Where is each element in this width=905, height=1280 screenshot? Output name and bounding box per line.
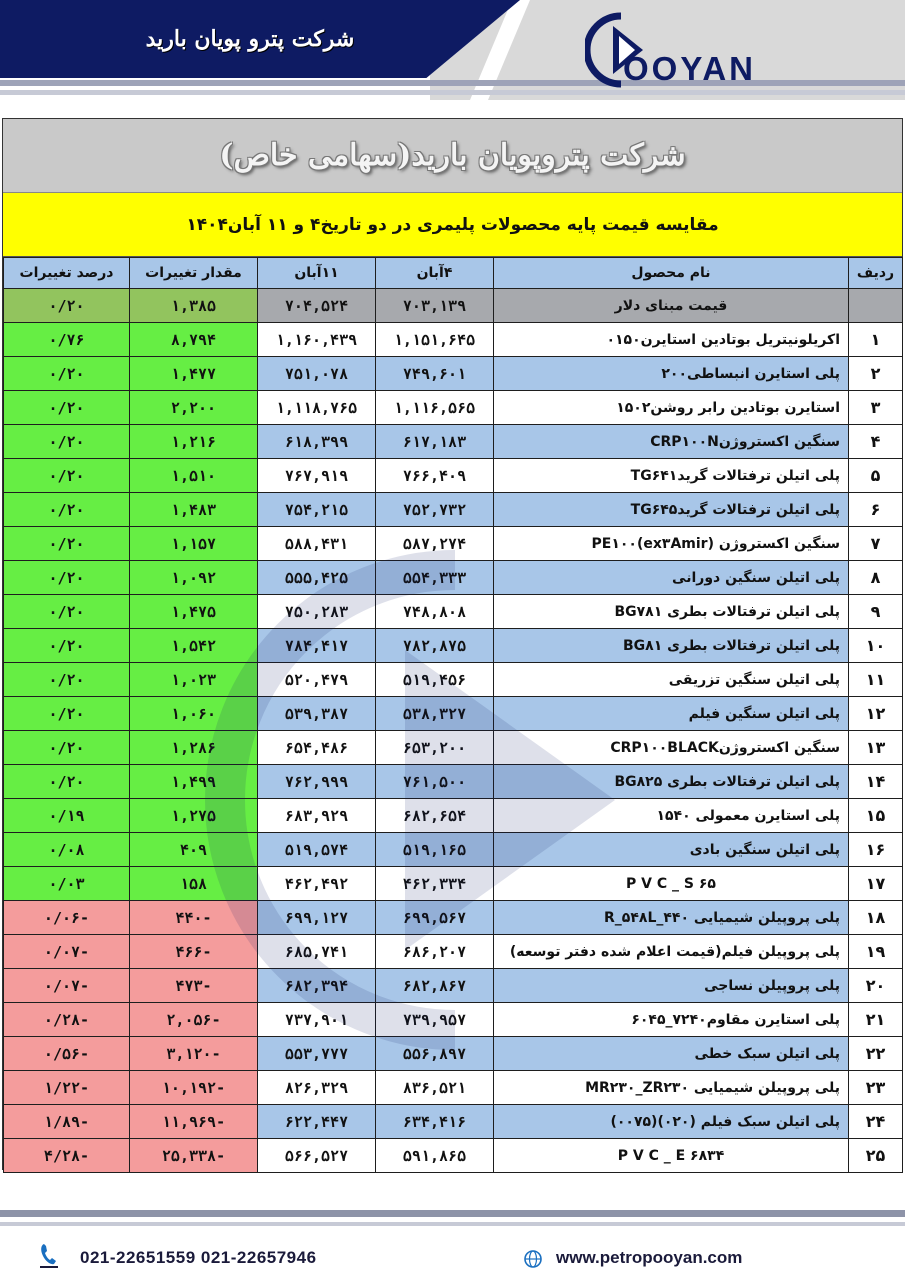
change-percent: -۱/۲۲ — [4, 1071, 130, 1105]
change-amount: ۱,۲۷۵ — [130, 799, 258, 833]
table-row — [4, 391, 903, 425]
product-name: پلی پروپیلن نساجی — [494, 969, 849, 1003]
price-date-2: ۶۸۲,۳۹۴ — [258, 969, 376, 1003]
price-date-2: ۷۸۴,۴۱۷ — [258, 629, 376, 663]
change-amount: -۴۶۶ — [130, 935, 258, 969]
pooyan-logo — [585, 12, 815, 88]
price-date-2: ۵۳۹,۳۸۷ — [258, 697, 376, 731]
product-name: P V C _ S ۶۵ — [494, 867, 849, 901]
row-number: ۱۶ — [849, 833, 903, 867]
change-percent: -۰/۰۷ — [4, 935, 130, 969]
product-name: پلی اتیلن ترفتالات بطری BG۸۲۵ — [494, 765, 849, 799]
product-name: پلی اتیلن سنگین فیلم — [494, 697, 849, 731]
change-percent: ۰/۱۹ — [4, 799, 130, 833]
price-date-1: ۴۶۲,۳۳۴ — [376, 867, 494, 901]
footer-stripe — [0, 1210, 905, 1217]
price-date-1: ۷۰۳,۱۳۹ — [376, 289, 494, 323]
change-amount: ۱۵۸ — [130, 867, 258, 901]
change-amount: -۴۴۰ — [130, 901, 258, 935]
price-comparison-table — [3, 257, 903, 1173]
footer-stripe-light — [0, 1222, 905, 1226]
price-date-1: ۷۴۹,۶۰۱ — [376, 357, 494, 391]
price-date-1: ۷۴۸,۸۰۸ — [376, 595, 494, 629]
row-number: ۳ — [849, 391, 903, 425]
price-date-2: ۶۱۸,۳۹۹ — [258, 425, 376, 459]
change-amount: -۲,۰۵۶ — [130, 1003, 258, 1037]
change-amount: -۱۰,۱۹۲ — [130, 1071, 258, 1105]
price-date-1: ۵۹۱,۸۶۵ — [376, 1139, 494, 1173]
table-row — [4, 323, 903, 357]
header-product-name: نام محصول — [494, 258, 849, 289]
row-number: ۶ — [849, 493, 903, 527]
change-amount: ۱,۲۱۶ — [130, 425, 258, 459]
price-date-2: ۱,۱۱۸,۷۶۵ — [258, 391, 376, 425]
row-number: ۹ — [849, 595, 903, 629]
change-percent: ۰/۲۰ — [4, 391, 130, 425]
table-row — [4, 527, 903, 561]
product-name: پلی استایرن مقاوم۷۲۴۰_۶۰۴۵ — [494, 1003, 849, 1037]
header-stripe-light — [0, 90, 905, 95]
table-row — [4, 459, 903, 493]
product-name: پلی اتیلن ترفتالات بطری BG۷۸۱ — [494, 595, 849, 629]
row-number: ۲۳ — [849, 1071, 903, 1105]
product-name: اکریلونیتریل بوتادین استایرن۰۱۵۰ — [494, 323, 849, 357]
change-amount: ۴۰۹ — [130, 833, 258, 867]
product-name: سنگین اکستروژنCRP۱۰۰BLACK — [494, 731, 849, 765]
row-number: ۲۵ — [849, 1139, 903, 1173]
row-number: ۱۱ — [849, 663, 903, 697]
price-date-1: ۶۹۹,۵۶۷ — [376, 901, 494, 935]
price-date-1: ۶۳۴,۴۱۶ — [376, 1105, 494, 1139]
change-percent: ۰/۰۳ — [4, 867, 130, 901]
price-date-1: ۶۵۳,۲۰۰ — [376, 731, 494, 765]
price-date-2: ۵۲۰,۴۷۹ — [258, 663, 376, 697]
table-row — [4, 1105, 903, 1139]
change-amount: ۱,۴۷۵ — [130, 595, 258, 629]
product-name: استایرن بوتادین رابر روشن۱۵۰۲ — [494, 391, 849, 425]
dollar-base-row — [4, 289, 903, 323]
website-link[interactable]: www.petropooyan.com — [556, 1248, 743, 1267]
row-number: ۱۲ — [849, 697, 903, 731]
row-number — [849, 289, 903, 323]
row-number: ۱ — [849, 323, 903, 357]
change-percent: -۰/۵۶ — [4, 1037, 130, 1071]
change-amount: -۱۱,۹۶۹ — [130, 1105, 258, 1139]
document-title: شرکت پتروپویان بارید(سهامی خاص) — [219, 138, 686, 173]
product-name: پلی پروپیلن فیلم(قیمت اعلام شده دفتر توسعه) — [494, 935, 849, 969]
price-date-1: ۶۸۲,۶۵۴ — [376, 799, 494, 833]
change-percent: ۰/۲۰ — [4, 697, 130, 731]
row-number: ۸ — [849, 561, 903, 595]
product-name: پلی استایرن معمولی ۱۵۴۰ — [494, 799, 849, 833]
change-amount: ۸,۷۹۴ — [130, 323, 258, 357]
row-number: ۲۴ — [849, 1105, 903, 1139]
row-number: ۷ — [849, 527, 903, 561]
table-row — [4, 901, 903, 935]
price-date-1: ۵۵۴,۳۳۳ — [376, 561, 494, 595]
row-number: ۱۰ — [849, 629, 903, 663]
table-row — [4, 935, 903, 969]
price-date-2: ۵۶۶,۵۲۷ — [258, 1139, 376, 1173]
price-date-1: ۷۸۲,۸۷۵ — [376, 629, 494, 663]
phone-numbers: 021-22651559 021-22657946 — [80, 1248, 317, 1267]
price-date-2: ۴۶۲,۴۹۲ — [258, 867, 376, 901]
change-amount: ۱,۴۸۳ — [130, 493, 258, 527]
product-name: پلی اتیلن سنگین بادی — [494, 833, 849, 867]
table-row — [4, 969, 903, 1003]
product-name: P V C _ E ۶۸۳۴ — [494, 1139, 849, 1173]
price-date-1: ۵۳۸,۳۲۷ — [376, 697, 494, 731]
price-date-2: ۵۵۳,۷۷۷ — [258, 1037, 376, 1071]
logo-wordmark: OOYAN — [623, 50, 756, 87]
change-percent: ۰/۲۰ — [4, 731, 130, 765]
subtitle-bar — [3, 193, 902, 257]
price-date-1: ۱,۱۵۱,۶۴۵ — [376, 323, 494, 357]
document-subtitle: مقایسه قیمت پایه محصولات پلیمری در دو تاریخ۴ و ۱۱ آبان۱۴۰۴ — [186, 214, 719, 235]
price-date-2: ۸۲۶,۳۲۹ — [258, 1071, 376, 1105]
price-date-2: ۷۶۲,۹۹۹ — [258, 765, 376, 799]
change-percent: -۱/۸۹ — [4, 1105, 130, 1139]
price-date-2: ۷۶۷,۹۱۹ — [258, 459, 376, 493]
change-percent: -۰/۲۸ — [4, 1003, 130, 1037]
table-row — [4, 595, 903, 629]
product-name: قیمت مبنای دلار — [494, 289, 849, 323]
change-percent: ۰/۲۰ — [4, 595, 130, 629]
row-number: ۲ — [849, 357, 903, 391]
price-date-1: ۶۸۲,۸۶۷ — [376, 969, 494, 1003]
row-number: ۱۷ — [849, 867, 903, 901]
price-date-1: ۷۶۱,۵۰۰ — [376, 765, 494, 799]
table-row — [4, 663, 903, 697]
product-name: سنگین اکستروژنCRP۱۰۰N — [494, 425, 849, 459]
page-footer — [0, 1238, 905, 1278]
price-date-2: ۵۸۸,۴۳۱ — [258, 527, 376, 561]
change-amount: ۱,۳۸۵ — [130, 289, 258, 323]
table-row — [4, 867, 903, 901]
row-number: ۵ — [849, 459, 903, 493]
row-number: ۲۲ — [849, 1037, 903, 1071]
globe-icon — [524, 1250, 542, 1268]
price-date-2: ۱,۱۶۰,۴۳۹ — [258, 323, 376, 357]
change-amount: ۱,۵۴۲ — [130, 629, 258, 663]
product-name: پلی پروپیلن شیمیایی R_۵۴۸L_۴۴۰ — [494, 901, 849, 935]
header-date-1: ۴آبان — [376, 258, 494, 289]
header-row-number: ردیف — [849, 258, 903, 289]
price-date-2: ۷۵۴,۲۱۵ — [258, 493, 376, 527]
price-date-1: ۵۵۶,۸۹۷ — [376, 1037, 494, 1071]
table-row — [4, 629, 903, 663]
change-percent: ۰/۲۰ — [4, 561, 130, 595]
change-amount: -۲۵,۳۳۸ — [130, 1139, 258, 1173]
price-date-2: ۶۸۳,۹۲۹ — [258, 799, 376, 833]
change-percent: ۰/۲۰ — [4, 765, 130, 799]
product-name: پلی استایرن انبساطی۲۰۰ — [494, 357, 849, 391]
change-percent: -۴/۲۸ — [4, 1139, 130, 1173]
product-name: پلی پروپیلن شیمیایی MR۲۳۰_ZR۲۳۰ — [494, 1071, 849, 1105]
header-change-amount: مقدار تغییرات — [130, 258, 258, 289]
company-banner-name: شرکت پترو پویان بارید — [145, 26, 355, 52]
table-row — [4, 1037, 903, 1071]
change-percent: ۰/۲۰ — [4, 357, 130, 391]
page-header — [0, 0, 905, 108]
change-amount: ۱,۰۶۰ — [130, 697, 258, 731]
change-amount: ۱,۲۸۶ — [130, 731, 258, 765]
price-date-2: ۵۱۹,۵۷۴ — [258, 833, 376, 867]
change-amount: -۴۷۳ — [130, 969, 258, 1003]
header-date-2: ۱۱آبان — [258, 258, 376, 289]
table-row — [4, 731, 903, 765]
change-percent: ۰/۰۸ — [4, 833, 130, 867]
price-document — [2, 118, 903, 1170]
title-bar — [3, 119, 902, 193]
price-date-1: ۸۳۶,۵۲۱ — [376, 1071, 494, 1105]
change-amount: -۳,۱۲۰ — [130, 1037, 258, 1071]
change-amount: ۱,۰۲۳ — [130, 663, 258, 697]
table-row — [4, 357, 903, 391]
product-name: پلی اتیلن ترفتالات گریدTG۶۴۱ — [494, 459, 849, 493]
price-date-2: ۶۹۹,۱۲۷ — [258, 901, 376, 935]
change-amount: ۱,۴۷۷ — [130, 357, 258, 391]
price-date-2: ۶۵۴,۴۸۶ — [258, 731, 376, 765]
change-amount: ۱,۰۹۲ — [130, 561, 258, 595]
change-percent: ۰/۷۶ — [4, 323, 130, 357]
table-header-row — [4, 258, 903, 289]
price-date-2: ۵۵۵,۴۲۵ — [258, 561, 376, 595]
change-amount: ۱,۴۹۹ — [130, 765, 258, 799]
product-name: سنگین اکستروژن (ex۳Amir)PE۱۰۰ — [494, 527, 849, 561]
price-date-2: ۶۲۲,۴۴۷ — [258, 1105, 376, 1139]
table-row — [4, 765, 903, 799]
table-row — [4, 561, 903, 595]
row-number: ۴ — [849, 425, 903, 459]
change-amount: ۱,۱۵۷ — [130, 527, 258, 561]
table-row — [4, 799, 903, 833]
price-date-1: ۱,۱۱۶,۵۶۵ — [376, 391, 494, 425]
table-body — [4, 289, 903, 1173]
header-change-percent: درصد تغییرات — [4, 258, 130, 289]
price-date-2: ۷۵۱,۰۷۸ — [258, 357, 376, 391]
table-row — [4, 833, 903, 867]
price-date-1: ۷۶۶,۴۰۹ — [376, 459, 494, 493]
table-row — [4, 1003, 903, 1037]
change-percent: ۰/۲۰ — [4, 289, 130, 323]
price-date-2: ۷۰۴,۵۲۴ — [258, 289, 376, 323]
price-date-1: ۷۳۹,۹۵۷ — [376, 1003, 494, 1037]
change-amount: ۲,۲۰۰ — [130, 391, 258, 425]
price-date-2: ۷۵۰,۲۸۳ — [258, 595, 376, 629]
change-percent: -۰/۰۶ — [4, 901, 130, 935]
change-percent: -۰/۰۷ — [4, 969, 130, 1003]
price-date-1: ۶۸۶,۲۰۷ — [376, 935, 494, 969]
product-name: پلی اتیلن سبک خطی — [494, 1037, 849, 1071]
change-percent: ۰/۲۰ — [4, 493, 130, 527]
row-number: ۱۳ — [849, 731, 903, 765]
price-date-2: ۷۳۷,۹۰۱ — [258, 1003, 376, 1037]
phone-icon — [38, 1242, 60, 1268]
product-name: پلی اتیلن سنگین تزریقی — [494, 663, 849, 697]
price-date-1: ۷۵۲,۷۳۲ — [376, 493, 494, 527]
change-percent: ۰/۲۰ — [4, 459, 130, 493]
price-date-1: ۵۱۹,۴۵۶ — [376, 663, 494, 697]
change-percent: ۰/۲۰ — [4, 629, 130, 663]
table-row — [4, 697, 903, 731]
row-number: ۱۹ — [849, 935, 903, 969]
row-number: ۲۱ — [849, 1003, 903, 1037]
change-percent: ۰/۲۰ — [4, 425, 130, 459]
change-percent: ۰/۲۰ — [4, 663, 130, 697]
change-percent: ۰/۲۰ — [4, 527, 130, 561]
product-name: پلی اتیلن سبک فیلم (۰۲۰)(۰۰۷۵) — [494, 1105, 849, 1139]
change-amount: ۱,۵۱۰ — [130, 459, 258, 493]
product-name: پلی اتیلن ترفتالات بطری BG۸۱ — [494, 629, 849, 663]
row-number: ۲۰ — [849, 969, 903, 1003]
price-date-1: ۶۱۷,۱۸۳ — [376, 425, 494, 459]
table-row — [4, 493, 903, 527]
product-name: پلی اتیلن سنگین دورانی — [494, 561, 849, 595]
row-number: ۱۵ — [849, 799, 903, 833]
row-number: ۱۸ — [849, 901, 903, 935]
price-date-1: ۵۸۷,۲۷۴ — [376, 527, 494, 561]
product-name: پلی اتیلن ترفتالات گریدTG۶۴۵ — [494, 493, 849, 527]
table-row — [4, 425, 903, 459]
price-date-2: ۶۸۵,۷۴۱ — [258, 935, 376, 969]
row-number: ۱۴ — [849, 765, 903, 799]
price-date-1: ۵۱۹,۱۶۵ — [376, 833, 494, 867]
table-row — [4, 1139, 903, 1173]
table-row — [4, 1071, 903, 1105]
